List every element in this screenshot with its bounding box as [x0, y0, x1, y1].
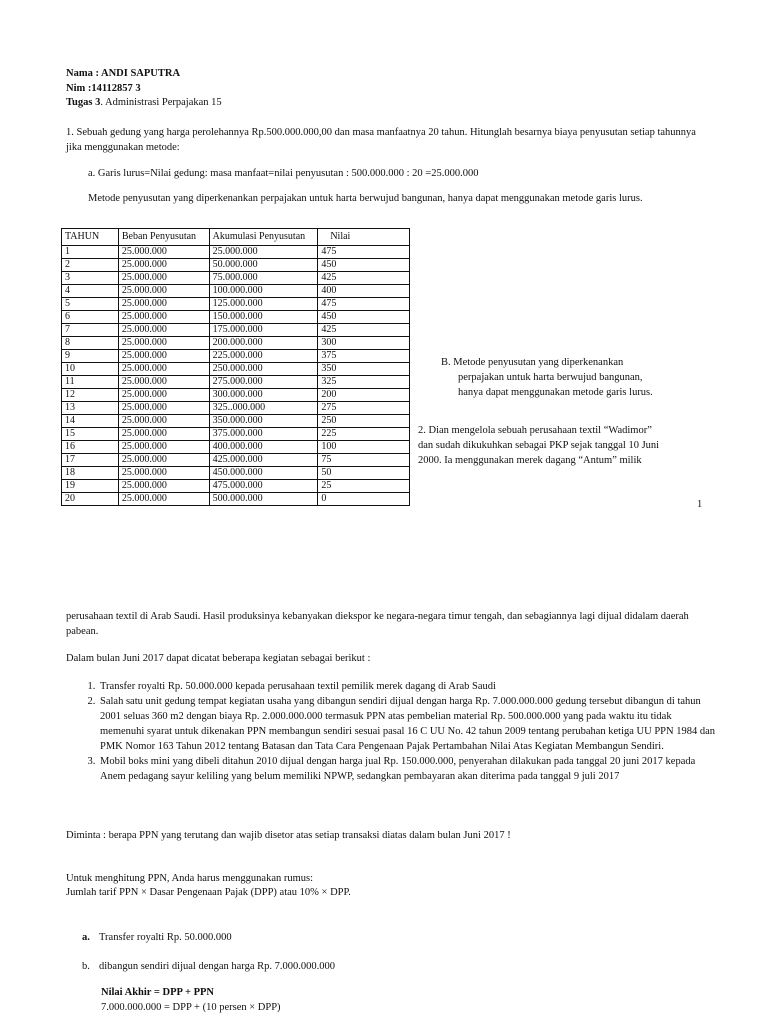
cell-beban: 25.000.000	[118, 259, 209, 272]
cell-nilai: 450	[318, 259, 410, 272]
cell-nilai: 25	[318, 480, 410, 493]
table-row	[62, 285, 410, 298]
method-b-line-2: perpajakan untuk harta berwujud bangunan,	[458, 372, 643, 383]
answer-a-text: Transfer royalti Rp. 50.000.000	[99, 932, 232, 943]
cell-tahun: 20	[62, 493, 119, 506]
answer-a-straight-line: a. Garis lurus=Nilai gedung: masa manfaat=nilai penyusutan : 500.000.000 : 20 =25.000.000	[88, 168, 479, 179]
header-tahun: TAHUN	[62, 229, 119, 246]
cell-nilai: 75	[318, 454, 410, 467]
method-b-line-1: B. Metode penyusutan yang diperkenankan	[441, 357, 624, 368]
table-row	[62, 480, 410, 493]
cell-beban: 25.000.000	[118, 311, 209, 324]
cell-beban: 25.000.000	[118, 415, 209, 428]
cell-tahun: 17	[62, 454, 119, 467]
cell-beban: 25.000.000	[118, 363, 209, 376]
cell-tahun: 14	[62, 415, 119, 428]
cell-tahun: 1	[62, 246, 119, 259]
table-body	[62, 246, 410, 506]
question-2-line-3: 2000. Ia menggunakan merek dagang “Antum” milik	[418, 455, 642, 466]
cell-akumulasi: 350.000.000	[209, 415, 318, 428]
cell-beban: 25.000.000	[118, 337, 209, 350]
question-2-line-1: 2. Dian mengelola sebuah perusahaan textil “Wadimor”	[418, 425, 652, 436]
table-row	[62, 337, 410, 350]
cell-tahun: 4	[62, 285, 119, 298]
student-nim: Nim :14112857 3	[66, 83, 141, 94]
cell-nilai: 400	[318, 285, 410, 298]
answer-b-label: b.	[82, 961, 90, 972]
student-name: Nama : ANDI SAPUTRA	[66, 68, 181, 79]
cell-akumulasi: 475.000.000	[209, 480, 318, 493]
cell-nilai: 250	[318, 415, 410, 428]
cell-akumulasi: 500.000.000	[209, 493, 318, 506]
cell-beban: 25.000.000	[118, 454, 209, 467]
table-row	[62, 350, 410, 363]
cell-nilai: 425	[318, 272, 410, 285]
cell-beban: 25.000.000	[118, 441, 209, 454]
cell-tahun: 8	[62, 337, 119, 350]
cell-nilai: 50	[318, 467, 410, 480]
cell-beban: 25.000.000	[118, 272, 209, 285]
cell-beban: 25.000.000	[118, 285, 209, 298]
cell-tahun: 10	[62, 363, 119, 376]
cell-beban: 25.000.000	[118, 389, 209, 402]
cell-nilai: 450	[318, 311, 410, 324]
cell-nilai: 200	[318, 389, 410, 402]
table-row	[62, 311, 410, 324]
cell-akumulasi: 425.000.000	[209, 454, 318, 467]
cell-akumulasi: 125.000.000	[209, 298, 318, 311]
table-row	[62, 272, 410, 285]
cell-beban: 25.000.000	[118, 350, 209, 363]
cell-nilai: 425	[318, 324, 410, 337]
assignment-course: . Administrasi Perpajakan 15	[100, 97, 222, 108]
answer-a-label: a.	[82, 932, 90, 943]
activities-list	[78, 679, 718, 784]
cell-beban: 25.000.000	[118, 428, 209, 441]
header-akumulasi: Akumulasi Penyusutan	[209, 229, 318, 246]
cell-akumulasi: 375.000.000	[209, 428, 318, 441]
formula-intro: Untuk menghitung PPN, Anda harus menggunakan rumus:	[66, 873, 314, 884]
cell-nilai: 275	[318, 402, 410, 415]
cell-nilai: 325	[318, 376, 410, 389]
cell-akumulasi: 50.000.000	[209, 259, 318, 272]
cell-nilai: 375	[318, 350, 410, 363]
page-number: 1	[697, 499, 703, 510]
cell-tahun: 5	[62, 298, 119, 311]
table-row	[62, 402, 410, 415]
header-nilai: Nilai	[318, 229, 410, 246]
table-row	[62, 376, 410, 389]
cell-nilai: 475	[318, 298, 410, 311]
list-item: 1. Transfer royalti Rp. 50.000.000 kepada perusahaan textil pemilik merek dagang di Arab Saudi	[98, 679, 718, 694]
cell-akumulasi: 100.000.000	[209, 285, 318, 298]
question-1-text: 1. Sebuah gedung yang harga perolehannya Rp.500.000.000,00 dan masa manfaatnya 20 tahun. Hitunglah besarnya biaya penyusutan setiap tahunnya jika menggunakan metode:	[66, 127, 696, 153]
cell-beban: 25.000.000	[118, 324, 209, 337]
cell-akumulasi: 250.000.000	[209, 363, 318, 376]
cell-tahun: 9	[62, 350, 119, 363]
cell-tahun: 13	[62, 402, 119, 415]
cell-akumulasi: 450.000.000	[209, 467, 318, 480]
cell-nilai: 300	[318, 337, 410, 350]
cell-beban: 25.000.000	[118, 402, 209, 415]
equation: 7.000.000.000 = DPP + (10 persen × DPP)	[101, 1002, 281, 1013]
cell-beban: 25.000.000	[118, 298, 209, 311]
table-row	[62, 467, 410, 480]
table-header-row	[62, 229, 410, 246]
table-row	[62, 246, 410, 259]
cell-nilai: 225	[318, 428, 410, 441]
table-row	[62, 454, 410, 467]
task-instruction: Diminta : berapa PPN yang terutang dan wajib disetor atas setiap transaksi diatas dalam bulan Juni 2017 !	[66, 830, 511, 841]
cell-akumulasi: 75.000.000	[209, 272, 318, 285]
table-row	[62, 415, 410, 428]
table-row	[62, 441, 410, 454]
header-beban: Beban Penyusutan	[118, 229, 209, 246]
cell-tahun: 19	[62, 480, 119, 493]
list-item: 3. Mobil boks mini yang dibeli ditahun 2010 dijual dengan harga jual Rp. 150.000.000, penyerahan dilakukan pada tanggal 20 juni 2017 kepada Anem pedagang sayur keliling yang belum memiliki NPWP, sedangkan pembayaran akan diterima pada tanggal 9 juli 2017	[98, 754, 718, 784]
table-row	[62, 259, 410, 272]
assignment-title	[66, 95, 222, 110]
question-2-continuation: perusahaan textil di Arab Saudi. Hasil produksinya kebanyakan diekspor ke negara-negara timur tengah, dan sebagiannya lagi dijual didalam daerah pabean.	[66, 611, 689, 637]
cell-tahun: 6	[62, 311, 119, 324]
table-row	[62, 428, 410, 441]
cell-tahun: 12	[62, 389, 119, 402]
cell-tahun: 15	[62, 428, 119, 441]
table-row	[62, 389, 410, 402]
cell-nilai: 475	[318, 246, 410, 259]
cell-beban: 25.000.000	[118, 246, 209, 259]
cell-akumulasi: 275.000.000	[209, 376, 318, 389]
cell-nilai: 100	[318, 441, 410, 454]
cell-nilai: 350	[318, 363, 410, 376]
table-row	[62, 324, 410, 337]
depreciation-table	[61, 228, 410, 506]
activities-intro: Dalam bulan Juni 2017 dapat dicatat beberapa kegiatan sebagai berikut :	[66, 653, 371, 664]
cell-akumulasi: 150.000.000	[209, 311, 318, 324]
list-item: 2. Salah satu unit gedung tempat kegiatan usaha yang dibangun sendiri dijual dengan harga Rp. 7.000.000.000 gedung tersebut dibangun di tahun 2001 seluas 360 m2 dengan biaya Rp. 2.000.000.000 termasuk PPN atas pembelian material Rp. 500.000.000 yang pada waktu itu tidak memenuhi syarat untuk dikenakan PPN membangun sendiri sesuai pasal 16 C UU No. 42 tahun 2009 tentang perubahan ketiga UU PPN 1984 dan PMK Nomor 163 Tahun 2012 tentang Batasan dan Tata Cara Pengenaan Pajak Pertambahan Nilai Atas Kegiatan Membangun Sendiri.	[98, 694, 718, 754]
final-value-formula: Nilai Akhir = DPP + PPN	[101, 987, 214, 998]
cell-beban: 25.000.000	[118, 493, 209, 506]
cell-beban: 25.000.000	[118, 480, 209, 493]
cell-akumulasi: 175.000.000	[209, 324, 318, 337]
cell-tahun: 16	[62, 441, 119, 454]
answer-b-text: dibangun sendiri dijual dengan harga Rp. 7.000.000.000	[99, 961, 336, 972]
formula-text: Jumlah tarif PPN × Dasar Pengenaan Pajak (DPP) atau 10% × DPP.	[66, 887, 351, 898]
cell-akumulasi: 300.000.000	[209, 389, 318, 402]
cell-tahun: 3	[62, 272, 119, 285]
cell-nilai: 0	[318, 493, 410, 506]
cell-beban: 25.000.000	[118, 467, 209, 480]
question-2-line-2: dan sudah dikukuhkan sebagai PKP sejak tanggal 10 Juni	[418, 440, 660, 451]
cell-akumulasi: 325..000.000	[209, 402, 318, 415]
cell-tahun: 2	[62, 259, 119, 272]
cell-akumulasi: 400.000.000	[209, 441, 318, 454]
cell-akumulasi: 200.000.000	[209, 337, 318, 350]
cell-tahun: 18	[62, 467, 119, 480]
table-row	[62, 298, 410, 311]
cell-akumulasi: 25.000.000	[209, 246, 318, 259]
table-row	[62, 363, 410, 376]
method-note: Metode penyusutan yang diperkenankan perpajakan untuk harta berwujud bangunan, hanya dapat menggunakan metode garis lurus.	[88, 193, 643, 204]
cell-tahun: 7	[62, 324, 119, 337]
table-row	[62, 493, 410, 506]
cell-akumulasi: 225.000.000	[209, 350, 318, 363]
method-b-line-3: hanya dapat menggunakan metode garis lurus.	[458, 387, 653, 398]
cell-beban: 25.000.000	[118, 376, 209, 389]
cell-tahun: 11	[62, 376, 119, 389]
assignment-label: Tugas 3	[66, 97, 101, 108]
